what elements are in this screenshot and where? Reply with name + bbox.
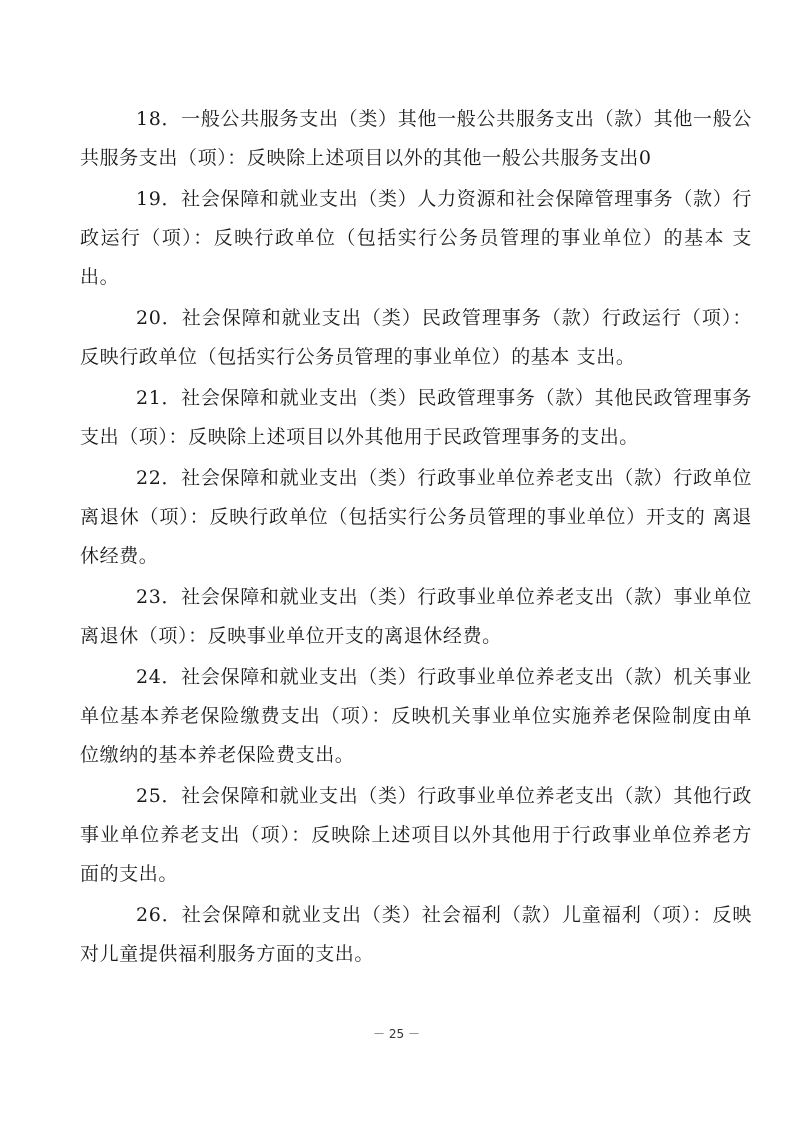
paragraph-item-26: 26．社会保障和就业支出（类）社会福利（款）儿童福利（项）：反映对儿童提供福利服务方面的支出。 xyxy=(80,904,752,965)
paragraph-item-20: 20．社会保障和就业支出（类）民政管理事务（款）行政运行（项）：反映行政单位（包括实行公务员管理的事业单位）的基本 支出。 xyxy=(80,307,752,368)
paragraph-item-18: 18．一般公共服务支出（类）其他一般公共服务支出（款）其他一般公共服务支出（项）：反映除上述项目以外的其他一般公共服务支出0 xyxy=(80,108,752,169)
paragraph-item-23: 23．社会保障和就业支出（类）行政事业单位养老支出（款）事业单位离退休（项）：反映事业单位开支的离退休经费。 xyxy=(80,586,752,647)
paragraph-item-19: 19．社会保障和就业支出（类）人力资源和社会保障管理事务（款）行政运行（项）：反映行政单位（包括实行公务员管理的事业单位）的基本 支出。 xyxy=(80,188,752,288)
paragraph-item-22: 22．社会保障和就业支出（类）行政事业单位养老支出（款）行政单位离退休（项）：反映行政单位（包括实行公务员管理的事业单位）开支的 离退休经费。 xyxy=(80,467,752,567)
paragraph-item-25: 25．社会保障和就业支出（类）行政事业单位养老支出（款）其他行政事业单位养老支出（项）：反映除上述项目以外其他用于行政事业单位养老方面的支出。 xyxy=(80,785,752,885)
page-number: － 25 － xyxy=(373,1027,420,1041)
paragraph-item-21: 21．社会保障和就业支出（类）民政管理事务（款）其他民政管理事务支出（项）：反映除上述项目以外其他用于民政管理事务的支出。 xyxy=(80,387,752,448)
paragraph-item-24: 24．社会保障和就业支出（类）行政事业单位养老支出（款）机关事业单位基本养老保险缴费支出（项）：反映机关事业单位实施养老保险制度由单位缴纳的基本养老保险费支出。 xyxy=(80,666,752,766)
